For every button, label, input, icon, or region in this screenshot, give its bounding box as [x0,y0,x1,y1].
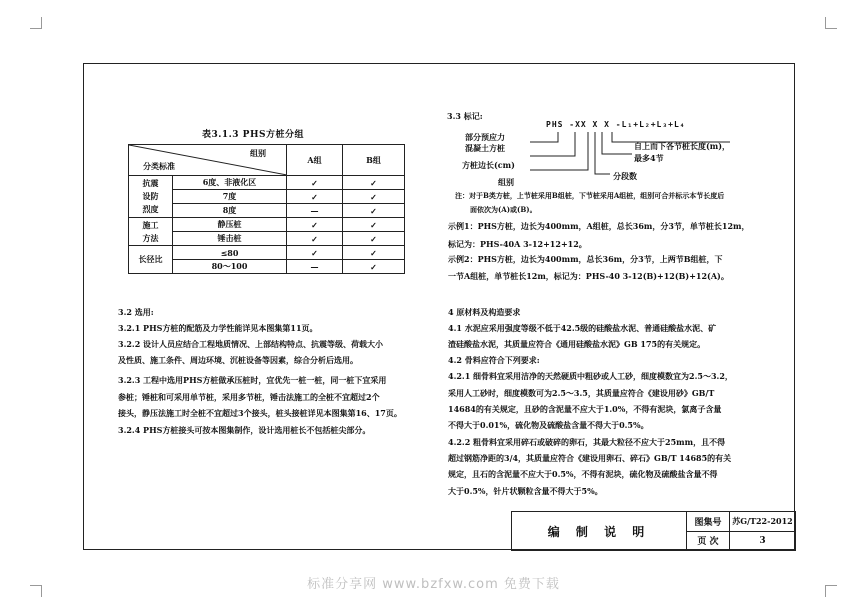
left-text-line: 3.2.4 PHS方桩接头可按本图集制作，设计选用桩长不包括桩尖部分。 [118,425,371,435]
left-text-line: 3.2.1 PHS方桩的配筋及力学性能详见本图集第11页。 [118,323,318,333]
right-text-line: 不得大于0.01%，硫化物及硫酸盐含量不得大于0.5%。 [448,420,649,430]
right-text-line: 4.2.2 粗骨料宜采用碎石或破碎的卵石，其最大粒径不应大于25mm，且不得 [448,437,726,447]
check-mark: ✓ [287,190,343,204]
title-block [511,511,796,551]
marking-label-side: 方桩边长(cm) [462,160,515,170]
page-number-value: 3 [730,531,796,551]
group-construction: 施工 方法 [129,218,173,246]
check-mark: ✓ [343,218,405,232]
left-text-line: 参桩；锤桩和可采用单节桩，采用多节桩，锤击法施工的全桩不宜超过2个 [118,392,380,402]
drawing-title: 编 制 说 明 [512,512,687,551]
left-text-line: 3.2.3 工程中选用PHS方桩做承压桩时，宜优先一桩一桩，同一桩下宜采用 [118,375,387,385]
check-mark: ✓ [287,246,343,260]
marking-label-sections: 分段数 [613,171,637,181]
check-mark: ✓ [343,190,405,204]
marking-label-type2: 混凝土方桩 [465,143,505,153]
group-seismic: 抗震 设防 烈度 [129,176,173,218]
marking-label-type: 部分预应力 [465,132,505,142]
marking-heading: 3.3 标记: [447,111,483,121]
right-text-line: 4 原材料及构造要求 [448,307,521,317]
check-mark: ✓ [343,232,405,246]
right-text-line: 渣硅酸盐水泥，其质量应符合《通用硅酸盐水泥》GB 175的有关规定。 [448,339,706,349]
left-text-line: 及性质、施工条件、周边环境、沉桩设备等因素，综合分析后选用。 [118,355,358,365]
left-text-line: 3.2 选用: [118,307,154,317]
table-cell-item: ≤80 [173,246,287,260]
check-mark: ✓ [287,232,343,246]
marking-code: PHS -XX X X -L₁+L₂+L₃+L₄ [546,120,686,129]
marking-label-length: 自上而下各节桩长度(m)， [634,141,731,151]
left-text-line: 接头，静压法施工时全桩不宜超过3个接头，桩头接桩详见本图集第16、17页。 [118,408,402,418]
check-mark: ✓ [343,204,405,218]
right-text-line: 4.2.1 细骨料宜采用洁净的天然硬质中粗砂或人工砂，细度模数宜为2.5～3.2， [448,371,733,381]
header-col-a: A组 [287,145,343,176]
atlas-number-label: 图集号 [687,512,730,532]
watermark-footer: 标准分享网 www.bzfxw.com 免费下载 [307,577,560,592]
atlas-number-value: 苏G/T22-2012 [730,512,796,532]
check-mark: ✓ [287,218,343,232]
diagonal-header-cell [129,145,287,176]
table-cell-item: 静压桩 [173,218,287,232]
right-text-line: 超过钢筋净距的3/4，其质量应符合《建设用卵石、碎石》GB/T 14685的有关 [448,453,732,463]
right-text-line: 采用人工砂时，细度模数可为2.5～3.5，其质量应符合《建设用砂》GB/T [448,388,715,398]
table-cell-item: 80～100 [173,260,287,274]
table-cell-item: 锤击桩 [173,232,287,246]
pile-group-table [128,144,405,274]
marking-label-length2: 最多4节 [634,153,664,163]
table-cell-item: 8度 [173,204,287,218]
left-text-line: 3.2.2 设计人员应结合工程地质情况、上部结构特点、抗震等级、荷载大小 [118,339,384,349]
marking-note: 面依次为(A)或(B)。 [470,205,537,214]
marking-label-group: 组别 [498,177,514,187]
header-criteria-label: 分类标准 [143,161,175,171]
marking-example: 示例1：PHS方桩，边长为400mm，A组桩，总长36m，分3节，单节桩长12m， [448,221,750,231]
check-mark: ✓ [343,260,405,274]
table-title: 表3.1.3 PHS方桩分组 [202,130,304,140]
group-slenderness: 长径比 [129,246,173,274]
right-text-line: 4.2 骨料应符合下列要求: [448,355,540,365]
header-col-b: B组 [343,145,405,176]
header-group-label: 组别 [250,148,266,158]
table-cell-item: 6度、非液化区 [173,176,287,190]
marking-example: 示例2：PHS方桩，边长为400mm，总长36m，分3节，上两节B组桩，下 [448,254,723,264]
marking-note: 注：对于B类方桩，上节桩采用B组桩，下节桩采用A组桩，组别可合并标示本节长度后 [455,191,725,200]
right-text-line: 4.1 水泥应采用强度等级不低于42.5级的硅酸盐水泥、普通硅酸盐水泥、矿 [448,323,717,333]
marking-example: 一节A组桩，单节桩长12m，标记为：PHS-40 3-12(B)+12(B)+12(A)。 [448,271,729,281]
dash-mark: — [287,204,343,218]
check-mark: ✓ [343,176,405,190]
check-mark: ✓ [287,176,343,190]
table-cell-item: 7度 [173,190,287,204]
right-text-line: 14684的有关规定，且砂的含泥量不应大于1.0%，不得有泥块，氯离子含量 [448,404,722,414]
check-mark: ✓ [343,246,405,260]
page-number-label: 页 次 [687,531,730,551]
dash-mark: — [287,260,343,274]
marking-example: 标记为：PHS-40A 3-12+12+12。 [448,239,587,249]
right-text-line: 大于0.5%，针片状颗粒含量不得大于5%。 [448,486,603,496]
right-text-line: 规定，且石的含泥量不应大于0.5%，不得有泥块，硫化物及硫酸盐含量不得 [448,469,718,479]
